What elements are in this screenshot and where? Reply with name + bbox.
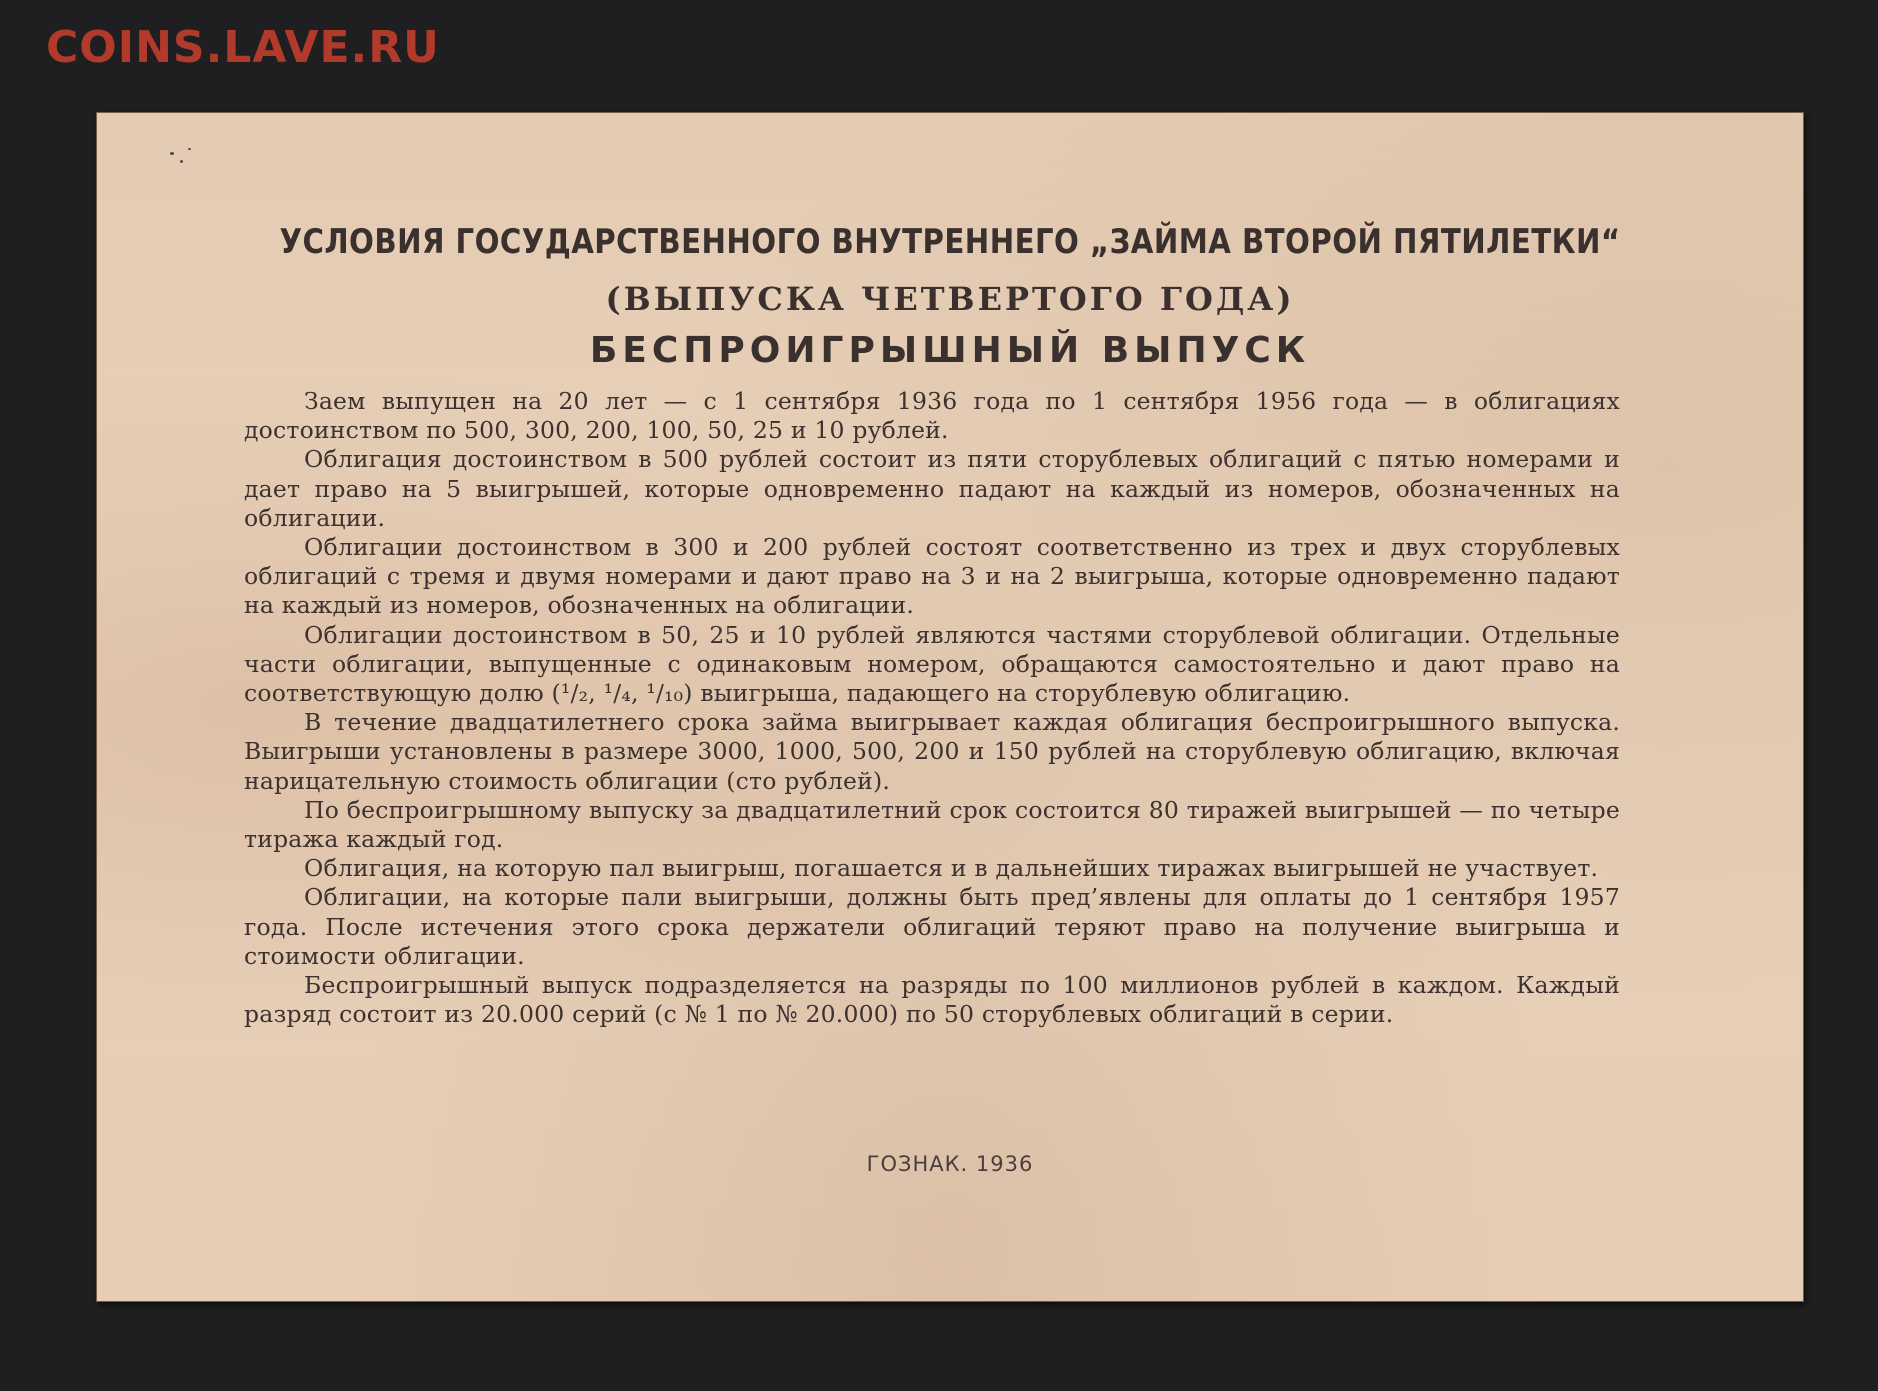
terms-paragraph: По беспроигрышному выпуску за двадцатилетний срок состоится 80 тиражей выигрышей — по четыре тиража каждый год. xyxy=(244,795,1620,854)
terms-paragraph: Облигация, на которую пал выигрыш, погашается и в дальнейших тиражах выигрышей не участвует. xyxy=(304,854,1599,883)
printer-imprint: ГОЗНАК. 1936 xyxy=(866,1152,1034,1176)
terms-paragraph: Заем выпущен на 20 лет — с 1 сентября 1936 года по 1 сентября 1956 года — в облигациях достоинством по 500, 300, 200, 100, 50, 25 и 10 рублей. xyxy=(244,387,1620,445)
terms-paragraph: Облигации, на которые пали выигрыши, должны быть пред’явлены для оплаты до 1 сентября 1957 года. После истечения этого срока держатели облигаций теряют право на получение выигрыша и стоимости облигации. xyxy=(244,883,1620,970)
terms-text xyxy=(244,387,1620,1029)
site-watermark: COINS.LAVE.RU xyxy=(46,22,440,73)
terms-paragraph: Облигация достоинством в 500 рублей состоит из пяти сторублевых облигаций с пятью номерами и дает право на 5 выигрышей, которые одновременно падают на каждый из номеров, обозначенных на облигации. xyxy=(244,445,1620,532)
document-issue-type: БЕСПРОИГРЫШНЫЙ ВЫПУСК xyxy=(589,330,1311,371)
bond-document xyxy=(96,112,1804,1302)
paper-speck xyxy=(188,148,191,150)
terms-paragraph: Беспроигрышный выпуск подразделяется на разряды по 100 миллионов рублей в каждом. Каждый разряд состоит из 20.000 серий (с № 1 по № 20.000) по 50 сторублевых облигаций в серии. xyxy=(244,971,1620,1029)
document-subtitle: (ВЫПУСКА ЧЕТВЕРТОГО ГОДА) xyxy=(605,280,1295,318)
terms-paragraph: Облигации достоинством в 300 и 200 рублей состоят соответственно из трех и двух сторублевых облигаций с тремя и двумя номерами и дают право на 3 и на 2 выигрыша, которые одновременно падают на каждый из номеров, обозначенных на облигации. xyxy=(244,533,1620,620)
terms-paragraph: В течение двадцатилетнего срока займа выигрывает каждая облигация беспроигрышного выпуска. Выигрыши установлены в размере 3000, 1000, 500, 200 и 150 рублей на сторублевую облигацию, включая нарицательную стоимость облигации (сто рублей). xyxy=(244,708,1620,795)
paper-speck xyxy=(170,152,174,155)
document-title: УСЛОВИЯ ГОСУДАРСТВЕННОГО ВНУТРЕННЕГО „ЗАЙМА ВТОРОЙ ПЯТИЛЕТКИ“ xyxy=(279,222,1621,262)
paper-speck xyxy=(180,160,183,163)
terms-paragraph: Облигации достоинством в 50, 25 и 10 рублей являются частями сторублевой облигации. Отдельные части облигации, выпущенные с одинаковым номером, обращаются самостоятельно и дают право на соответствующую долю (¹/₂, ¹/₄, ¹/₁₀) выигрыша, падающего на сторублевую облигацию. xyxy=(244,620,1620,708)
